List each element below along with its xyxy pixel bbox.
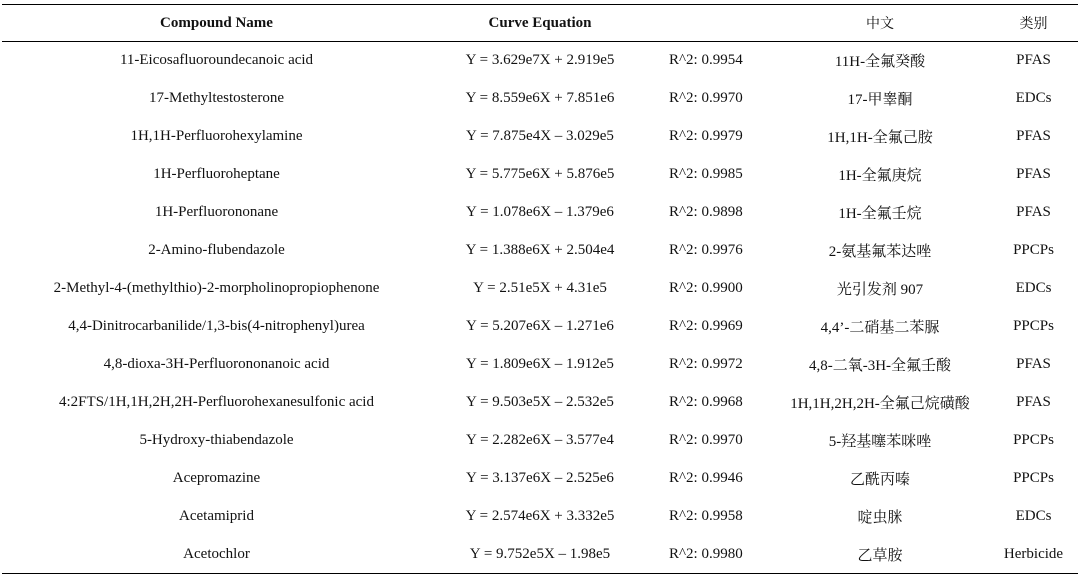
cell-curve-equation: Y = 2.574e6X + 3.332e5 [465, 508, 615, 524]
cell-r2: R^2: 0.9946 [669, 470, 743, 486]
cell-curve-equation: Y = 1.388e6X + 2.504e4 [465, 242, 615, 258]
cell-chinese-name: 4,4’-二硝基二苯脲 [820, 320, 940, 336]
cell-compound-name: 4:2FTS/1H,1H,2H,2H-Perfluorohexanesulfonic acid [59, 394, 374, 410]
cell-compound-name: Acepromazine [172, 470, 261, 486]
cell-curve-equation: Y = 9.503e5X – 2.532e5 [466, 394, 614, 410]
cell-compound-name: 1H-Perfluorononane [154, 204, 279, 220]
cell-chinese-name: 啶虫脒 [857, 510, 903, 526]
header-chinese-name: 中文 [866, 16, 894, 32]
table-row [2, 346, 1078, 384]
header-category: 类别 [1019, 16, 1048, 32]
cell-r2: R^2: 0.9970 [669, 432, 743, 448]
cell-compound-name: 4,8-dioxa-3H-Perfluorononanoic acid [103, 356, 330, 372]
cell-category: PFAS [1016, 356, 1051, 372]
table-row [2, 270, 1078, 308]
header-row [2, 5, 1078, 42]
cell-curve-equation: Y = 3.629e7X + 2.919e5 [465, 52, 615, 69]
cell-category: PFAS [1016, 52, 1051, 69]
cell-r2: R^2: 0.9900 [669, 280, 743, 296]
table-row [2, 156, 1078, 194]
header-r2 [649, 5, 771, 42]
cell-compound-name: 1H-Perfluoroheptane [153, 166, 280, 182]
cell-category: PPCPs [1013, 242, 1054, 258]
cell-curve-equation: Y = 7.875e4X – 3.029e5 [466, 128, 614, 144]
cell-curve-equation: Y = 5.207e6X – 1.271e6 [466, 318, 614, 334]
cell-compound-name: 2-Amino-flubendazole [148, 242, 285, 258]
table-row [2, 118, 1078, 156]
cell-curve-equation: Y = 9.752e5X – 1.98e5 [469, 545, 611, 562]
cell-r2: R^2: 0.9969 [669, 318, 743, 334]
cell-category: PFAS [1016, 394, 1051, 410]
cell-category: Herbicide [1003, 545, 1064, 562]
cell-r2: R^2: 0.9958 [669, 508, 743, 524]
cell-chinese-name: 5-羟基噻苯咪唑 [828, 434, 932, 450]
cell-category: EDCs [1015, 90, 1052, 106]
cell-chinese-name: 光引发剂 907 [836, 282, 924, 298]
table-row [2, 308, 1078, 346]
cell-compound-name: Acetochlor [183, 545, 250, 562]
table-row [2, 384, 1078, 422]
table-row [2, 80, 1078, 118]
table-row [2, 232, 1078, 270]
header-compound-name: Compound Name [160, 14, 273, 31]
cell-chinese-name: 乙酰丙嗪 [849, 472, 910, 488]
table-header [2, 5, 1078, 42]
cell-category: PFAS [1016, 128, 1051, 144]
calibration-table-container [2, 4, 1078, 574]
cell-compound-name: 2-Methyl-4-(methylthio)-2-morpholinopropiophenone [53, 280, 380, 296]
cell-category: EDCs [1015, 280, 1052, 296]
cell-category: PFAS [1016, 166, 1051, 182]
cell-category: PFAS [1016, 204, 1051, 220]
cell-chinese-name: 1H,1H,2H,2H-全氟己烷磺酸 [790, 396, 970, 412]
table-row [2, 460, 1078, 498]
cell-curve-equation: Y = 1.078e6X – 1.379e6 [466, 204, 614, 220]
table-row [2, 498, 1078, 536]
cell-chinese-name: 1H-全氟庚烷 [838, 168, 922, 184]
cell-curve-equation: Y = 1.809e6X – 1.912e5 [466, 356, 614, 372]
cell-curve-equation: Y = 2.51e5X + 4.31e5 [473, 280, 607, 296]
cell-r2: R^2: 0.9985 [669, 166, 743, 182]
cell-compound-name: 17-Methyltestosterone [149, 90, 284, 106]
table-row [2, 42, 1078, 80]
table-row [2, 536, 1078, 574]
cell-r2: R^2: 0.9980 [669, 545, 743, 562]
cell-curve-equation: Y = 3.137e6X – 2.525e6 [466, 470, 614, 486]
cell-category: PPCPs [1013, 470, 1054, 486]
cell-r2: R^2: 0.9976 [669, 242, 743, 258]
cell-category: PPCPs [1013, 432, 1054, 448]
cell-r2: R^2: 0.9954 [669, 52, 743, 69]
table-row [2, 194, 1078, 232]
cell-compound-name: 11-Eicosafluoroundecanoic acid [119, 52, 314, 69]
table-body [2, 42, 1078, 574]
cell-chinese-name: 17-甲睾酮 [847, 92, 913, 108]
calibration-table [2, 4, 1078, 574]
cell-compound-name: Acetamiprid [179, 508, 254, 524]
cell-category: PPCPs [1013, 318, 1054, 334]
cell-r2: R^2: 0.9970 [669, 90, 743, 106]
table-row [2, 422, 1078, 460]
cell-chinese-name: 2-氨基氟苯达唑 [828, 244, 932, 260]
cell-category: EDCs [1015, 508, 1052, 524]
cell-r2: R^2: 0.9972 [669, 356, 743, 372]
cell-r2: R^2: 0.9979 [669, 128, 743, 144]
cell-r2: R^2: 0.9968 [669, 394, 743, 410]
cell-chinese-name: 1H-全氟壬烷 [838, 206, 922, 222]
cell-chinese-name: 11H-全氟癸酸 [834, 54, 926, 71]
cell-curve-equation: Y = 8.559e6X + 7.851e6 [465, 90, 615, 106]
cell-chinese-name: 4,8-二氧-3H-全氟壬酸 [808, 358, 952, 374]
cell-compound-name: 5-Hydroxy-thiabendazole [139, 432, 294, 448]
cell-chinese-name: 乙草胺 [857, 547, 903, 564]
header-curve-equation: Curve Equation [488, 14, 592, 31]
cell-curve-equation: Y = 5.775e6X + 5.876e5 [465, 166, 615, 182]
cell-compound-name: 1H,1H-Perfluorohexylamine [130, 128, 303, 144]
cell-compound-name: 4,4-Dinitrocarbanilide/1,3-bis(4-nitrophenyl)urea [68, 318, 365, 334]
cell-curve-equation: Y = 2.282e6X – 3.577e4 [466, 432, 614, 448]
cell-r2: R^2: 0.9898 [669, 204, 743, 220]
cell-chinese-name: 1H,1H-全氟己胺 [827, 130, 933, 146]
